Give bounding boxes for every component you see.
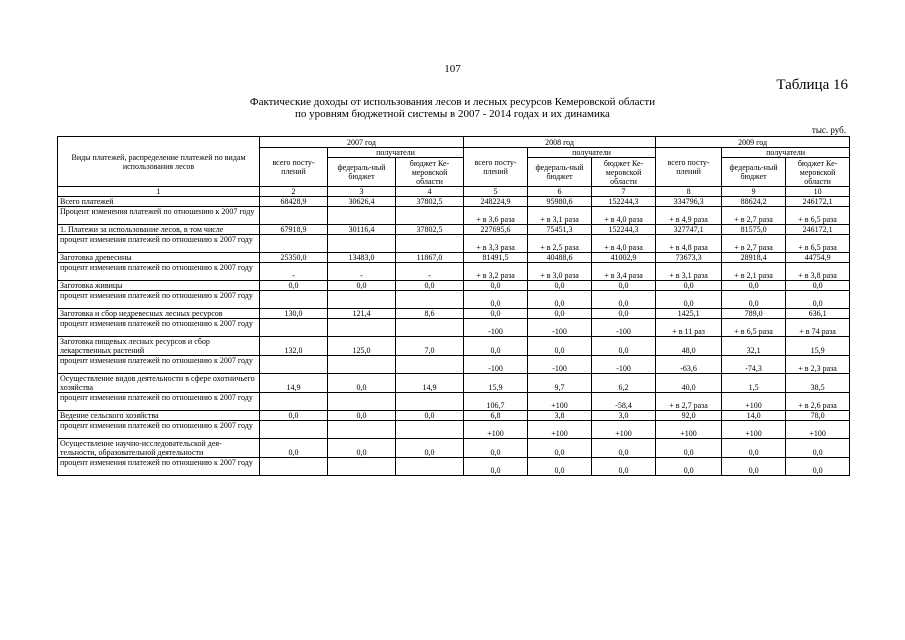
col-number: 2 [260,187,328,197]
row-value: - [260,263,328,281]
row-value: 334796,3 [656,197,722,207]
row-value [260,235,328,253]
row-label: процент изменения платежей по отношению к 2007 году [58,291,260,309]
row-label: процент изменения платежей по отношению к 2007 году [58,421,260,439]
row-value: + в 4,9 раза [656,207,722,225]
row-value: 30626,4 [328,197,396,207]
header-total-2007: всего посту-плений [260,148,328,187]
header-federal-2009: федераль-ный бюджет [722,158,786,187]
row-value: 246172,1 [786,197,850,207]
row-value: + в 3,2 раза [464,263,528,281]
row-value: +100 [722,421,786,439]
row-value: + в 6,5 раза [722,319,786,337]
row-value: 0,0 [464,291,528,309]
row-value: -58,4 [592,393,656,411]
row-label: процент изменения платежей по отношению к 2007 году [58,319,260,337]
row-value: 8,6 [396,309,464,319]
row-value: + в 74 раза [786,319,850,337]
row-value [396,207,464,225]
row-value: 6,2 [592,374,656,393]
row-value: 40488,6 [528,253,592,263]
row-value: +100 [722,393,786,411]
table-row [58,374,850,393]
row-value: 0,0 [656,458,722,476]
table-body [58,197,850,476]
row-value [328,421,396,439]
row-label: процент изменения платежей по отношению к 2007 году [58,393,260,411]
row-value [260,356,328,374]
row-value: - [328,263,396,281]
row-value: 248224,9 [464,197,528,207]
row-value: 246172,1 [786,225,850,235]
row-value: + в 3,0 раза [528,263,592,281]
title-line-2: по уровням бюджетной системы в 2007 - 2014 годах и их динамика [295,108,610,120]
row-value: 121,4 [328,309,396,319]
row-value [260,291,328,309]
row-value: 0,0 [464,281,528,291]
row-value: 0,0 [464,337,528,356]
header-year-2009: 2009 год [656,137,850,148]
row-value: 3,8 [528,411,592,421]
col-number: 3 [328,187,396,197]
column-numbers-row [58,187,850,197]
row-value: 3,0 [592,411,656,421]
table-label: Таблица 16 [776,77,848,93]
row-value: 0,0 [528,291,592,309]
table-row [58,263,850,281]
row-value [396,458,464,476]
row-value: 106,7 [464,393,528,411]
row-label: процент изменения платежей по отношению к 2007 году [58,235,260,253]
row-value: 0,0 [786,458,850,476]
table-row [58,421,850,439]
row-value [396,235,464,253]
row-value [328,356,396,374]
header-total-2009: всего посту-плений [656,148,722,187]
row-value: 0,0 [592,291,656,309]
row-label: процент изменения платежей по отношению к 2007 году [58,356,260,374]
row-value: 152244,3 [592,197,656,207]
row-value: 130,0 [260,309,328,319]
row-value: 15,9 [786,337,850,356]
row-value: 0,0 [592,309,656,319]
col-number: 9 [722,187,786,197]
table-row [58,235,850,253]
row-value: -100 [592,356,656,374]
row-value [328,291,396,309]
row-value: 0,0 [656,439,722,458]
row-value: 0,0 [260,439,328,458]
row-value: 9,7 [528,374,592,393]
row-value [260,458,328,476]
title-line-1: Фактические доходы от использования лесов и лесных ресурсов Кемеровской области [249,96,656,108]
col-number: 6 [528,187,592,197]
header-total-2008: всего посту-плений [464,148,528,187]
row-value [328,207,396,225]
col-number: 8 [656,187,722,197]
table-row [58,458,850,476]
row-value [328,458,396,476]
row-value: 0,0 [396,439,464,458]
row-value [396,356,464,374]
row-value: -100 [464,356,528,374]
row-value: 0,0 [396,411,464,421]
row-value: + в 4,8 раза [656,235,722,253]
row-value: 0,0 [328,281,396,291]
header-year-2007: 2007 год [260,137,464,148]
row-value: + в 2,3 раза [786,356,850,374]
row-value: + в 3,3 раза [464,235,528,253]
row-value: 14,0 [722,411,786,421]
row-value: + в 4,0 раза [592,207,656,225]
row-value: 0,0 [328,439,396,458]
row-value: 0,0 [786,291,850,309]
row-value: 0,0 [464,439,528,458]
row-value [328,393,396,411]
row-value: 1425,1 [656,309,722,319]
row-value: 0,0 [464,309,528,319]
table-row [58,319,850,337]
table-row [58,253,850,263]
row-value [396,393,464,411]
row-value: 67918,9 [260,225,328,235]
row-value: 6,8 [464,411,528,421]
row-value: +100 [786,421,850,439]
row-value: -100 [592,319,656,337]
table-row [58,291,850,309]
row-value [396,291,464,309]
row-value: -100 [528,319,592,337]
row-value: 132,0 [260,337,328,356]
row-value: 40,0 [656,374,722,393]
row-value: + в 2,5 раза [528,235,592,253]
row-value: + в 11 раз [656,319,722,337]
row-value [260,393,328,411]
row-value: +100 [464,421,528,439]
row-value: 0,0 [722,458,786,476]
row-label: Осуществление научно-исследовательской дея-тельности, образовательной деятельности [58,439,260,458]
row-value: 37802,5 [396,197,464,207]
row-value: + в 4,0 раза [592,235,656,253]
revenue-table [57,136,850,476]
row-value: + в 3,6 раза [464,207,528,225]
table-row [58,411,850,421]
row-value: -74,3 [722,356,786,374]
table-row [58,439,850,458]
row-value: 81575,0 [722,225,786,235]
row-value: 227695,6 [464,225,528,235]
row-value: 0,0 [528,439,592,458]
row-value: +100 [528,421,592,439]
row-value: +100 [528,393,592,411]
row-value: 0,0 [464,458,528,476]
row-value: 37802,5 [396,225,464,235]
row-value: 0,0 [328,374,396,393]
table-row [58,337,850,356]
header-recipients-2008: получатели [528,148,656,158]
row-label: Осуществление видов деятельности в сфере охотничьего хозяйства [58,374,260,393]
row-value: 73673,3 [656,253,722,263]
row-label: Заготовка живицы [58,281,260,291]
row-value: -100 [528,356,592,374]
row-label: Заготовка пищевых лесных ресурсов и сбор лекарственных растений [58,337,260,356]
row-value: 11867,0 [396,253,464,263]
row-value: 0,0 [528,281,592,291]
row-value [396,421,464,439]
row-label: 1. Платежи за использование лесов, в том числе [58,225,260,235]
table-row [58,281,850,291]
row-value: 81491,5 [464,253,528,263]
row-label: Ведение сельского хозяйства [58,411,260,421]
row-value: 15,9 [464,374,528,393]
row-value [260,319,328,337]
row-value: 14,9 [260,374,328,393]
row-value: 636,1 [786,309,850,319]
row-value: 25350,0 [260,253,328,263]
row-label: Заготовка и сбор недревесных лесных ресурсов [58,309,260,319]
header-recipients-2009: получатели [722,148,850,158]
header-year-2008: 2008 год [464,137,656,148]
row-value: 13483,0 [328,253,396,263]
row-value: +100 [656,421,722,439]
row-label: Всего платежей [58,197,260,207]
row-value [328,319,396,337]
row-value: + в 6,5 раза [786,235,850,253]
row-value: + в 2,1 раза [722,263,786,281]
header-regional-2007: бюджет Ке-меровской области [396,158,464,187]
table-row [58,356,850,374]
row-value: 0,0 [528,337,592,356]
table-container [57,136,849,476]
row-value: 92,0 [656,411,722,421]
row-value: 125,0 [328,337,396,356]
row-label: Заготовка древесины [58,253,260,263]
header-regional-2009: бюджет Ке-меровской области [786,158,850,187]
row-value: 44754,9 [786,253,850,263]
header-recipients-2007: получатели [328,148,464,158]
unit-label: тыс. руб. [811,125,846,135]
table-row [58,225,850,235]
col-number: 7 [592,187,656,197]
row-value: 327747,1 [656,225,722,235]
row-label: Процент изменения платежей по отношению к 2007 году [58,207,260,225]
col-number: 10 [786,187,850,197]
row-value [396,319,464,337]
row-value: 0,0 [722,439,786,458]
row-value: 0,0 [656,281,722,291]
row-value: 0,0 [396,281,464,291]
row-value: 75451,3 [528,225,592,235]
row-value: 68428,9 [260,197,328,207]
row-value: + в 2,7 раза [722,207,786,225]
row-value: -63,6 [656,356,722,374]
row-value: 0,0 [328,411,396,421]
row-label: процент изменения платежей по отношению к 2007 году [58,458,260,476]
row-value: 0,0 [260,281,328,291]
table-title [0,96,905,120]
header-row-label: Виды платежей, распределение платежей по видам использования лесов [58,137,260,187]
row-value: + в 3,1 раза [656,263,722,281]
row-value: 7,0 [396,337,464,356]
col-number: 5 [464,187,528,197]
table-row [58,207,850,225]
row-value: + в 6,5 раза [786,207,850,225]
header-regional-2008: бюджет Ке-меровской области [592,158,656,187]
row-value: 1,5 [722,374,786,393]
row-value: 48,0 [656,337,722,356]
row-value: + в 3,1 раза [528,207,592,225]
row-value: 0,0 [722,291,786,309]
row-value: 95980,6 [528,197,592,207]
row-value: + в 3,8 раза [786,263,850,281]
row-value: 789,0 [722,309,786,319]
header-federal-2008: федераль-ный бюджет [528,158,592,187]
row-value: 0,0 [722,281,786,291]
row-value: 0,0 [528,458,592,476]
row-value: - [396,263,464,281]
row-value: + в 2,6 раза [786,393,850,411]
row-value [260,421,328,439]
row-value: + в 2,7 раза [656,393,722,411]
row-value [328,235,396,253]
row-label: процент изменения платежей по отношению к 2007 году [58,263,260,281]
table-row [58,197,850,207]
col-number: 4 [396,187,464,197]
row-value: 0,0 [592,281,656,291]
row-value: 0,0 [786,439,850,458]
row-value [260,207,328,225]
row-value: 0,0 [592,439,656,458]
row-value: 30116,4 [328,225,396,235]
row-value: + в 2,7 раза [722,235,786,253]
col-number: 1 [58,187,260,197]
row-value: + в 3,4 раза [592,263,656,281]
table-row [58,309,850,319]
row-value: 38,5 [786,374,850,393]
row-value: -100 [464,319,528,337]
row-value: 0,0 [592,337,656,356]
row-value: 41002,9 [592,253,656,263]
row-value: 78,0 [786,411,850,421]
row-value: 28918,4 [722,253,786,263]
header-federal-2007: федераль-ный бюджет [328,158,396,187]
page-number: 107 [444,63,461,75]
row-value: 0,0 [656,291,722,309]
row-value: 152244,3 [592,225,656,235]
row-value: 0,0 [528,309,592,319]
row-value: 0,0 [786,281,850,291]
row-value: 14,9 [396,374,464,393]
row-value: 0,0 [592,458,656,476]
row-value: +100 [592,421,656,439]
table-row [58,393,850,411]
row-value: 0,0 [260,411,328,421]
row-value: 88624,2 [722,197,786,207]
row-value: 32,1 [722,337,786,356]
